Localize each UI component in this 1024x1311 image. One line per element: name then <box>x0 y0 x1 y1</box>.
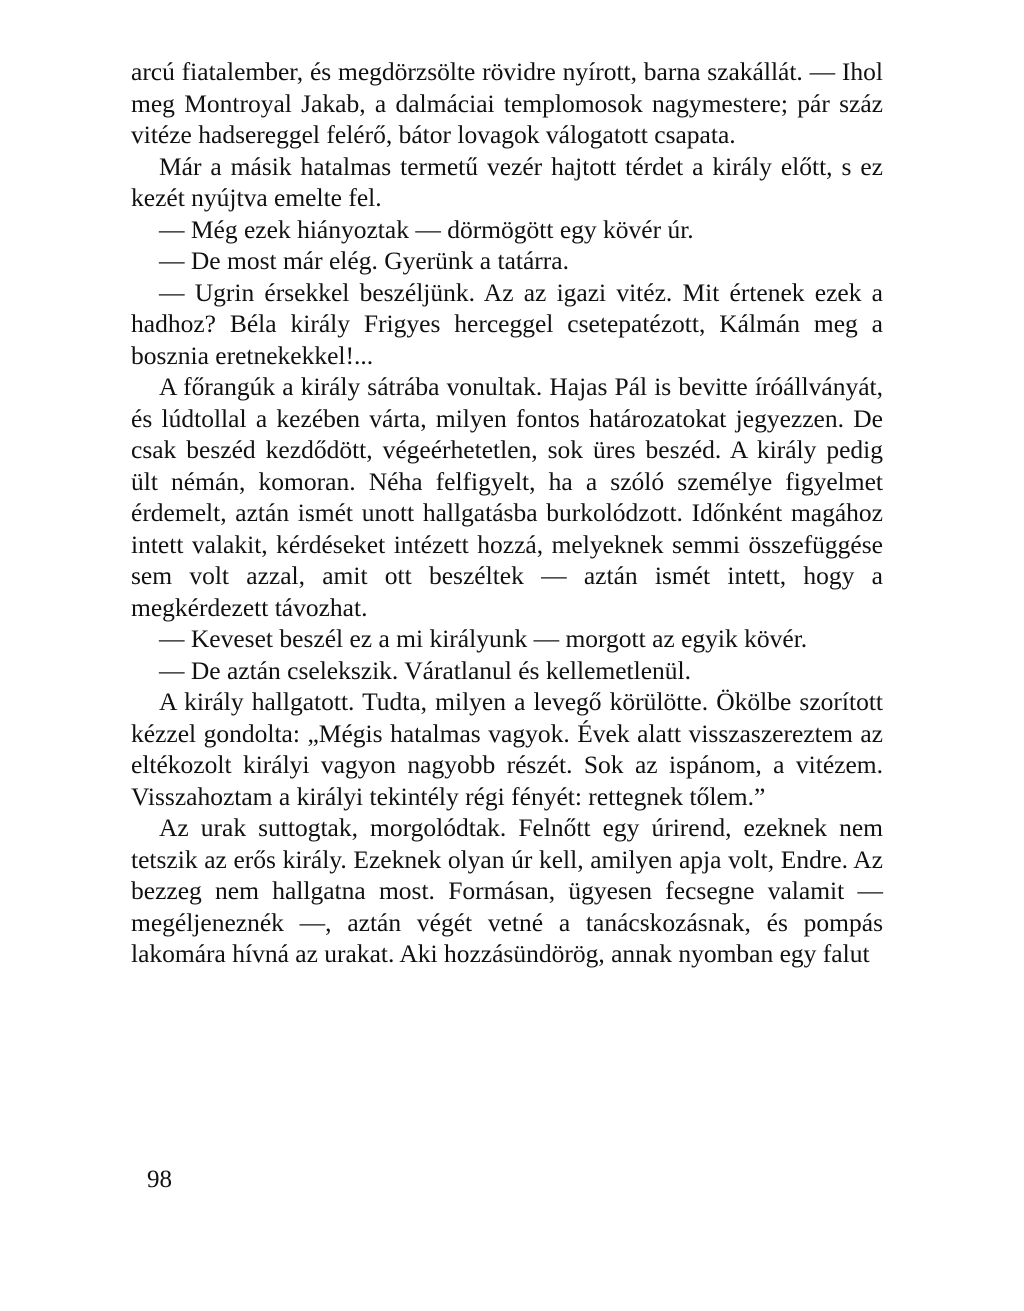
paragraph: — De most már elég. Gyerünk a tatárra. <box>159 246 569 275</box>
paragraph: — De aztán cselekszik. Váratlanul és kellemetlenül. <box>159 655 691 685</box>
paragraph: — Ugrin érsekkel beszéljünk. Az az igazi vitéz. Mit értenek ezek a hadhoz? Béla király Frigyes herceggel csetepatézott, Kálmán meg a bosznia eretnekekkel!... <box>131 277 883 370</box>
paragraph: arcú fiatalember, és megdörzsölte rövidre nyírott, barna szakállát. — Ihol meg Montroyal Jakab, a dalmáciai templomosok nagymestere; pár száz vitéze hadsereggel felérő, bátor lovagok válogatott csapata. <box>131 57 883 149</box>
paragraph: A főrangúk a király sátrába vonultak. Hajas Pál is bevitte íróállványát, és lúdtollal a kezében várta, milyen fontos határozatokat jegyezzen. De csak beszéd kezdődött, végeérhetetlen, sok üres beszéd. A király pedig ült némán, komoran. Néha felfigyelt, ha a szóló személye figyelmet érdemelt, aztán ismét unott hallgatásba burkolódzott. Időnként magához intett valakit, kérdéseket intézett hozzá, melyeknek semmi összefüggése sem volt azzal, amit ott beszéltek — aztán ismét intett, hogy a megkérdezett távozhat. <box>131 372 883 622</box>
body-text <box>131 56 883 970</box>
paragraph: A király hallgatott. Tudta, milyen a levegő körülötte. Ökölbe szorított kézzel gondolta: „Mégis hatalmas vagyok. Évek alatt visszaszereztem az eltékozolt királyi vagyon nagyobb részét. Sok az ispánom, a vitézem. Visszahoztam a királyi tekintély régi fényét: rettegnek tőlem.” <box>131 687 883 811</box>
page-number: 98 <box>147 1166 172 1193</box>
paragraph: Az urak suttogtak, morgolódtak. Felnőtt egy úrirend, ezeknek nem tetszik az erős király. Ezeknek olyan úr kell, amilyen apja volt, Endre. Az bezzeg nem hallgatna most. Formásan, ügyesen fecsegne valamit — megéljeneznék —, aztán végét vetné a tanácskozásnak, és pompás lakomára hívná az urakat. Aki hozzásündörög, annak nyomban egy falut <box>131 813 883 968</box>
paragraph: — Keveset beszél ez a mi királyunk — morgott az egyik kövér. <box>159 624 808 653</box>
paragraph: Már a másik hatalmas termetű vezér hajtott térdet a király előtt, s ez kezét nyújtva emelte fel. <box>131 151 883 212</box>
paragraph: — Még ezek hiányoztak — dörmögött egy kövér úr. <box>159 214 694 244</box>
